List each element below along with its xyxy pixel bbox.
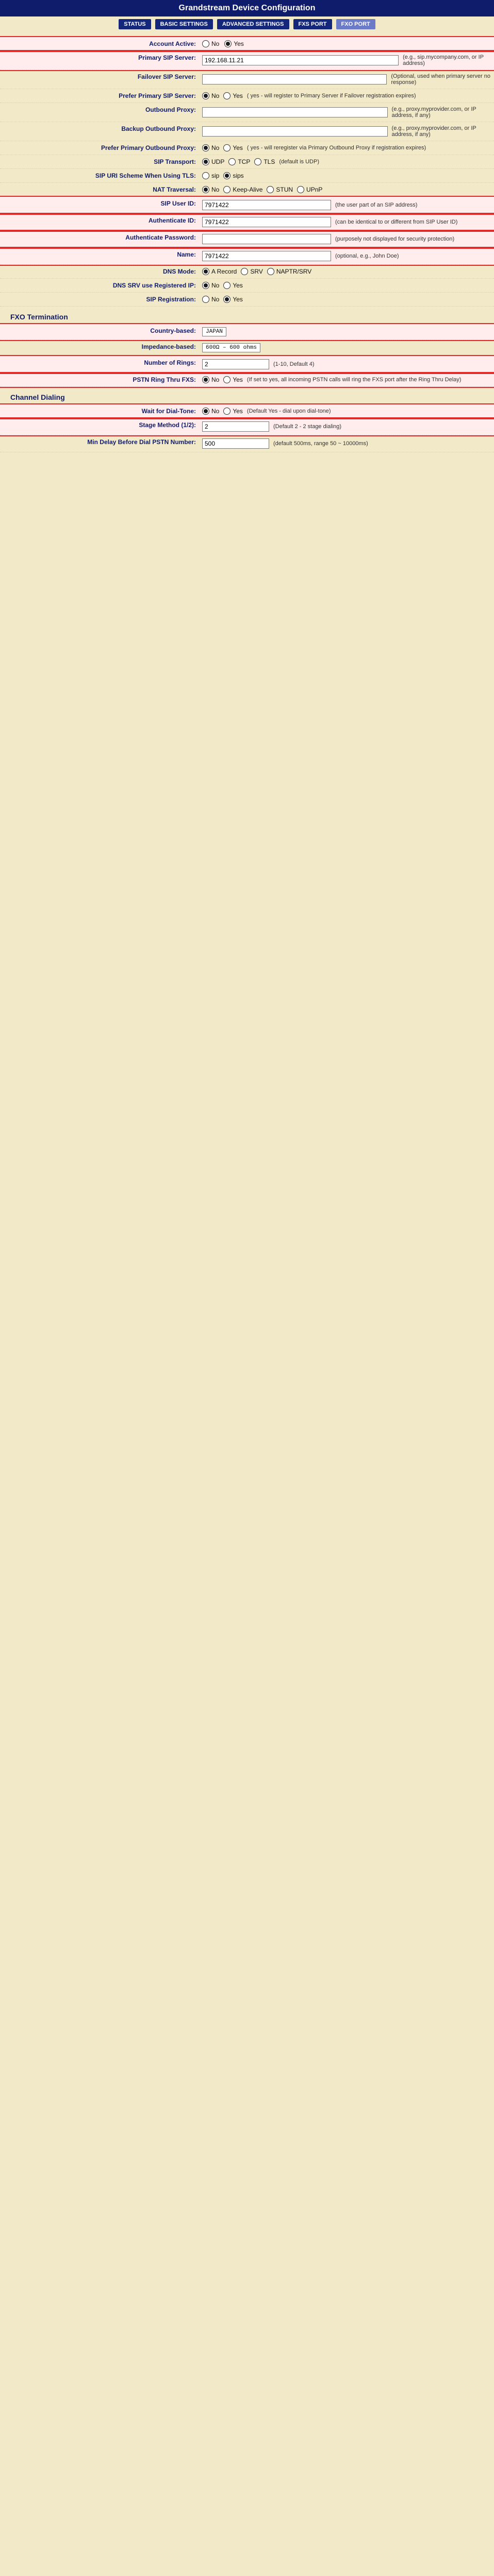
value-prefer-primary-outbound (202, 144, 491, 151)
radio-nat-stun[interactable] (267, 186, 293, 193)
radio-label: UPnP (306, 186, 323, 193)
value-sip-registration (202, 296, 491, 303)
radio-transport-tls[interactable] (254, 158, 275, 165)
row-sip-registration (0, 293, 494, 307)
radio-account-no[interactable] (202, 40, 219, 47)
label-auth-id: Authenticate ID: (148, 217, 196, 224)
label-wait-dial-tone: Wait for Dial-Tone: (141, 408, 196, 415)
input-outbound-proxy[interactable] (202, 107, 388, 117)
radio-dot (202, 144, 209, 151)
label-failover-sip: Failover SIP Server: (137, 73, 196, 80)
radio-wait-dial-tone-no[interactable] (202, 408, 219, 415)
row-auth-password (0, 231, 494, 248)
value-sip-user-id (202, 200, 491, 210)
label-sip-uri-scheme: SIP URI Scheme When Using TLS: (95, 172, 196, 179)
radio-prefer-outbound-yes[interactable] (223, 144, 243, 151)
radio-dot (202, 158, 209, 165)
value-sip-uri-scheme (202, 172, 491, 179)
row-failover-sip (0, 70, 494, 89)
input-backup-outbound-proxy[interactable] (202, 126, 388, 137)
radio-label: No (211, 408, 220, 415)
label-sip-user-id: SIP User ID: (160, 200, 196, 207)
input-name[interactable] (202, 251, 331, 261)
radio-dot (202, 40, 209, 47)
label-prefer-primary: Prefer Primary SIP Server: (119, 92, 196, 99)
radio-label: Yes (234, 40, 244, 47)
radio-dot (202, 268, 209, 275)
radio-account-yes[interactable] (224, 40, 244, 47)
hint-min-delay: (default 500ms, range 50 ~ 10000ms) (273, 440, 368, 447)
radio-dot (202, 376, 209, 383)
radio-label: sip (211, 172, 220, 179)
radio-dns-srv-yes[interactable] (223, 282, 243, 289)
radio-pstn-ring-thru-yes[interactable] (223, 376, 243, 383)
hint-auth-id: (can be identical to or different from SIP User ID) (335, 219, 458, 225)
hint-backup-outbound-proxy: (e.g., proxy.myprovider.com, or IP address, if any) (391, 125, 476, 138)
label-stage-method: Stage Method (1/2): (139, 421, 196, 429)
radio-dot (223, 282, 230, 289)
label-min-delay: Min Delay Before Dial PSTN Number: (87, 438, 196, 446)
radio-label: NAPTR/SRV (276, 268, 312, 275)
radio-dot (202, 186, 209, 193)
hint-sip-user-id: (the user part of an SIP address) (335, 202, 418, 208)
value-primary-sip (202, 54, 491, 66)
top-nav (0, 16, 494, 32)
radio-label: No (211, 186, 220, 193)
input-primary-sip[interactable] (202, 55, 399, 65)
radio-label: TLS (264, 158, 275, 165)
row-prefer-primary (0, 89, 494, 103)
radio-label: No (211, 40, 220, 47)
radio-nat-upnp[interactable] (297, 186, 322, 193)
label-outbound-proxy: Outbound Proxy: (145, 106, 196, 113)
label-pstn-ring-thru: PSTN Ring Thru FXS: (133, 376, 196, 383)
radio-label: No (211, 92, 220, 99)
radio-dot (223, 172, 230, 179)
radio-dns-srv[interactable] (241, 268, 262, 275)
radio-dot (241, 268, 248, 275)
radio-dot (223, 376, 230, 383)
value-dns-srv (202, 282, 491, 289)
value-min-delay (202, 438, 491, 449)
radio-dot (297, 186, 304, 193)
radio-uri-sips[interactable] (223, 172, 243, 179)
radio-nat-no[interactable] (202, 186, 219, 193)
row-pstn-ring-thru (0, 373, 494, 387)
row-sip-transport (0, 155, 494, 169)
radio-label: STUN (276, 186, 293, 193)
row-dns-srv (0, 279, 494, 293)
value-pstn-ring-thru (202, 376, 491, 383)
row-nat-traversal (0, 183, 494, 197)
radio-dot (202, 282, 209, 289)
row-wait-dial-tone (0, 404, 494, 418)
label-impedance: Impedance-based: (141, 343, 196, 350)
label-primary-sip: Primary SIP Server: (138, 54, 196, 61)
radio-dot (223, 186, 230, 193)
row-dns-mode (0, 265, 494, 279)
radio-transport-tcp[interactable] (228, 158, 250, 165)
radio-nat-keepalive[interactable] (223, 186, 262, 193)
radio-sip-registration-no[interactable] (202, 296, 219, 303)
radio-dot (223, 296, 230, 303)
value-wait-dial-tone (202, 408, 491, 415)
row-number-of-rings (0, 356, 494, 373)
radio-pstn-ring-thru-no[interactable] (202, 376, 219, 383)
radio-dns-naptr[interactable] (267, 268, 311, 275)
tab-fxo-port[interactable]: FXO PORT (336, 19, 375, 29)
radio-transport-udp[interactable] (202, 158, 224, 165)
input-min-delay[interactable] (202, 438, 269, 449)
radio-dot (223, 92, 230, 99)
radio-label: No (211, 144, 220, 151)
value-stage-method (202, 421, 491, 432)
radio-dot (223, 144, 230, 151)
value-auth-password (202, 234, 491, 244)
radio-label: Yes (233, 144, 243, 151)
row-auth-id (0, 214, 494, 231)
radio-dot (202, 92, 209, 99)
section-fxo-termination: FXO Termination (10, 313, 68, 321)
label-name: Name: (177, 251, 196, 258)
radio-label: Yes (233, 92, 243, 99)
value-dns-mode (202, 268, 491, 275)
value-failover-sip (202, 73, 491, 86)
radio-dot (267, 186, 274, 193)
row-country (0, 324, 494, 340)
select-impedance[interactable]: 600Ω – 600 ohms (202, 343, 260, 352)
row-sip-uri-scheme (0, 169, 494, 183)
radio-dns-a[interactable] (202, 268, 237, 275)
input-auth-id[interactable] (202, 217, 331, 227)
radio-label: Yes (233, 408, 243, 415)
hint-prefer-primary-outbound: ( yes - will reregister via Primary Outbound Proxy if registration expires) (246, 145, 426, 151)
radio-label: Yes (233, 376, 243, 383)
tab-basic-settings[interactable]: BASIC SETTINGS (155, 19, 213, 29)
value-name (202, 251, 491, 261)
input-failover-sip[interactable] (202, 74, 387, 84)
hint-stage-method: (Default 2 - 2 stage dialing) (273, 423, 342, 430)
row-impedance (0, 340, 494, 356)
radio-dot (202, 408, 209, 415)
hint-wait-dial-tone: (Default Yes - dial upon dial-tone) (246, 408, 331, 414)
radio-uri-sip[interactable] (202, 172, 219, 179)
section-channel-dialing: Channel Dialing (10, 393, 65, 401)
row-stage-method (0, 418, 494, 435)
row-primary-sip (0, 51, 494, 70)
hint-pstn-ring-thru: (If set to yes, all incoming PSTN calls will ring the FXS port after the Ring Thru Delay) (246, 377, 462, 383)
row-name (0, 248, 494, 265)
radio-label: No (211, 296, 220, 303)
value-number-of-rings (202, 359, 491, 369)
radio-dot (267, 268, 274, 275)
radio-wait-dial-tone-yes[interactable] (223, 408, 243, 415)
label-prefer-primary-outbound: Prefer Primary Outbound Proxy: (101, 144, 196, 151)
hint-sip-transport: (default is UDP) (279, 159, 319, 165)
label-account-active: Account Active: (149, 40, 196, 47)
hint-outbound-proxy: (e.g., proxy.myprovider.com, or IP address, if any) (391, 106, 476, 118)
tab-fxs-port[interactable]: FXS PORT (293, 19, 332, 29)
label-sip-registration: SIP Registration: (146, 296, 196, 303)
hint-name: (optional, e.g., John Doe) (335, 253, 399, 259)
radio-label: UDP (211, 158, 225, 165)
form-content (0, 37, 494, 2576)
value-auth-id (202, 217, 491, 227)
value-outbound-proxy (202, 106, 491, 118)
value-impedance (202, 343, 491, 352)
radio-label: No (211, 376, 220, 383)
radio-label: SRV (250, 268, 263, 275)
radio-dot (223, 408, 230, 415)
row-backup-outbound-proxy (0, 122, 494, 141)
hint-auth-password: (purposely not displayed for security protection) (335, 236, 455, 242)
value-account-active (202, 40, 491, 47)
value-sip-transport (202, 158, 491, 165)
radio-label: Yes (233, 296, 243, 303)
input-sip-user-id[interactable] (202, 200, 331, 210)
title-text: Grandstream Device Configuration (178, 4, 316, 12)
radio-label: TCP (238, 158, 251, 165)
hint-failover-sip: (Optional, used when primary server no response) (391, 73, 490, 86)
input-stage-method[interactable] (202, 421, 269, 432)
radio-dot (254, 158, 261, 165)
label-number-of-rings: Number of Rings: (144, 359, 196, 366)
label-dns-srv: DNS SRV use Registered IP: (112, 282, 196, 289)
tab-status[interactable]: STATUS (119, 19, 151, 29)
radio-sip-registration-yes[interactable] (223, 296, 243, 303)
page-title (0, 0, 494, 16)
radio-label: Yes (233, 282, 243, 289)
label-backup-outbound-proxy: Backup Outbound Proxy: (121, 125, 196, 132)
radio-dot (202, 172, 209, 179)
hint-number-of-rings: (1-10, Default 4) (273, 361, 315, 367)
radio-prefer-outbound-no[interactable] (202, 144, 219, 151)
tab-advanced-settings[interactable]: ADVANCED SETTINGS (217, 19, 289, 29)
input-number-of-rings[interactable] (202, 359, 269, 369)
row-min-delay (0, 435, 494, 452)
radio-label: Keep-Alive (233, 186, 263, 193)
radio-dot (224, 40, 232, 47)
row-prefer-primary-outbound (0, 141, 494, 155)
radio-prefer-primary-no[interactable] (202, 92, 219, 99)
value-country (202, 327, 491, 336)
value-backup-outbound-proxy (202, 125, 491, 138)
row-sip-user-id (0, 197, 494, 214)
row-account-active (0, 37, 494, 51)
radio-dot (228, 158, 236, 165)
hint-prefer-primary: ( yes - will register to Primary Server if Failover registration expires) (246, 93, 416, 99)
radio-label: No (211, 282, 220, 289)
value-nat-traversal (202, 186, 491, 193)
radio-prefer-primary-yes[interactable] (223, 92, 243, 99)
input-auth-password[interactable] (202, 234, 331, 244)
label-nat-traversal: NAT Traversal: (153, 186, 196, 193)
radio-dns-srv-no[interactable] (202, 282, 219, 289)
label-auth-password: Authenticate Password: (125, 234, 196, 241)
label-sip-transport: SIP Transport: (154, 158, 196, 165)
value-prefer-primary (202, 92, 491, 99)
radio-label: A Record (211, 268, 237, 275)
label-dns-mode: DNS Mode: (163, 268, 196, 275)
select-country[interactable]: JAPAN (202, 327, 226, 336)
row-outbound-proxy (0, 103, 494, 122)
label-country: Country-based: (150, 327, 196, 334)
radio-dot (202, 296, 209, 303)
hint-primary-sip: (e.g., sip.mycompany.com, or IP address) (403, 54, 484, 66)
radio-label: sips (233, 172, 244, 179)
